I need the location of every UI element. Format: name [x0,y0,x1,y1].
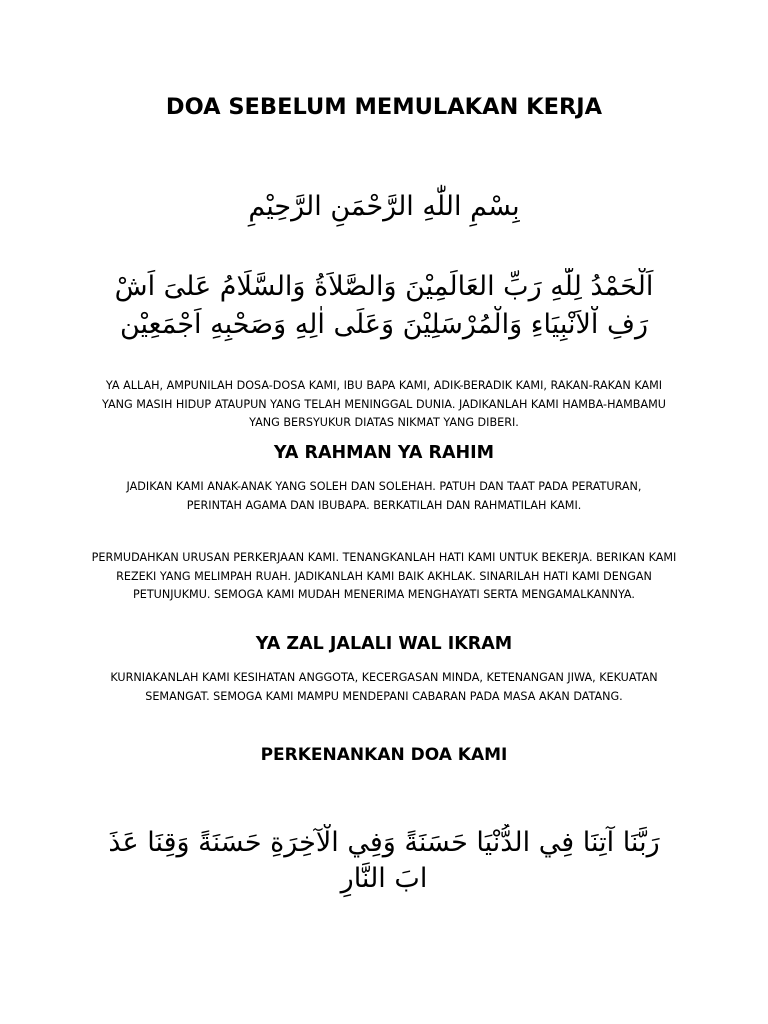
prayer-paragraph-children: JADIKAN KAMI ANAK-ANAK YANG SOLEH DAN SOLEHAH. PATUH DAN TAAT PADA PERATURAN, PERINTAH AGAMA DAN IBUBAPA. BERKATILAH DAN RAHMATILAH KAMI. [126,480,642,512]
subheading-ya-rahman: YA RAHMAN YA RAHIM [273,443,495,463]
page-title: DOA SEBELUM MEMULAKAN KERJA [165,94,603,120]
prayer-paragraph-work: PERMUDAHKAN URUSAN PERKERJAAN KAMI. TENANGKANLAH HATI KAMI UNTUK BEKERJA. BERIKAN KAMI REZEKI YANG MELIMPAH RUAH. JADIKANLAH KAMI BAIK AKHLAK. SINARILAH HATI KAMI DENGAN PETUNJUKMU. SEMOGA KAMI MUDAH MENERIMA MENGHAYATI SERTA MENGAMALKANNYA. [91,551,677,602]
subheading-ya-zal-jalali: YA ZAL JALALI WAL IKRAM [255,634,513,654]
hamdalah-line-2: رَفِ اْلاَنْبِيَاءِ وَالْمُرْسَلِيْنَ وَعَلَى اٰلِهِ وَصَحْبِهِ اَجْمَعِيْن [119,309,649,340]
hamdalah-line-1: اَلْحَمْدُ لِلّٰهِ رَبِّ العَالَمِيْنَ وَالصَّلاَةُ وَالسَّلَامُ عَلىَ اَشْ [114,271,654,302]
prayer-paragraph-forgiveness: YA ALLAH, AMPUNILAH DOSA-DOSA KAMI, IBU BAPA KAMI, ADIK-BERADIK KAMI, RAKAN-RAKAN KAMI YANG MASIH HIDUP ATAUPUN YANG TELAH MENINGGAL DUNIA. JADIKANLAH KAMI HAMBA-HAMBAMU YANG BERSYUKUR DIATAS NIKMAT YANG DIBERI. [102,379,666,430]
closing-doa-line-2: ابَ النَّارِ [340,863,428,894]
closing-doa-line-1: رَبَّنَا آتِنَا فِي الدُّنْيَا حَسَنَةً وَفِي الْآخِرَةِ حَسَنَةً وَقِنَا عَذَ [108,827,660,858]
prayer-paragraph-health: KURNIAKANLAH KAMI KESIHATAN ANGGOTA, KECERGASAN MINDA, KETENANGAN JIWA, KEKUATAN SEMANGAT. SEMOGA KAMI MAMPU MENDEPANI CABARAN PADA MASA AKAN DATANG. [110,671,658,703]
basmalah-text: بِسْمِ اللّٰهِ الرَّحْمَنِ الرَّحِيْمِ [248,191,520,222]
subheading-perkenankan: PERKENANKAN DOA KAMI [260,745,508,765]
